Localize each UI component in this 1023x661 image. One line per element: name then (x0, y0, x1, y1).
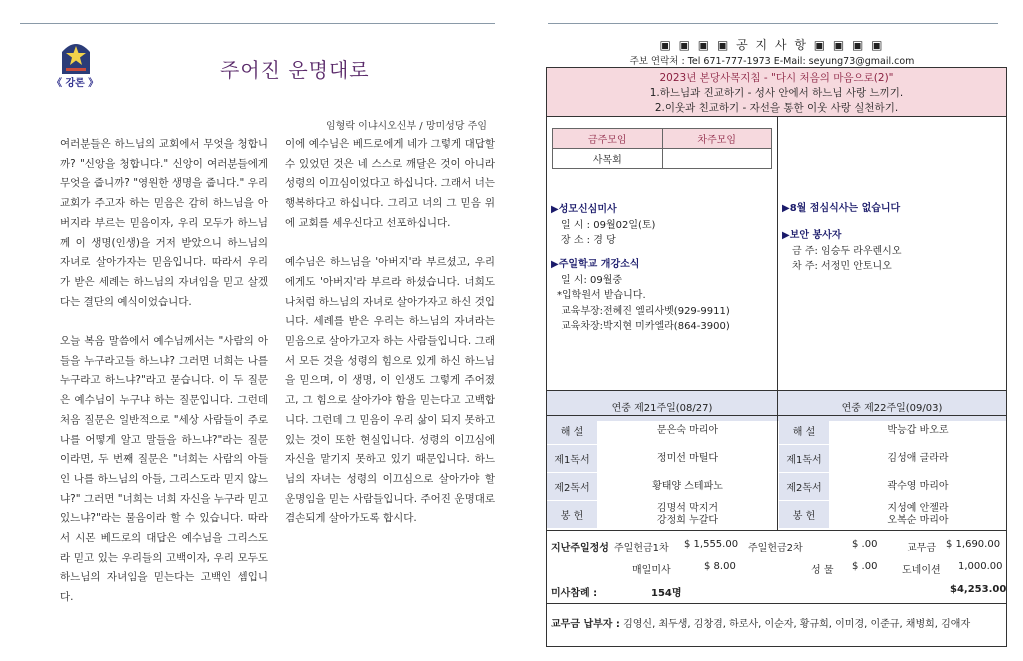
roster-left-name: 황태양 스테파노 (652, 480, 723, 492)
security-this-week: 금 주: 임승두 라우렌시오 (792, 245, 902, 257)
security-next-week: 차 주: 서정민 안토니오 (792, 261, 892, 272)
homily-title: 주어진 운명대로 (220, 58, 370, 82)
paragraph: 여러분들은 하느님의 교회에서 무엇을 청합니까? "신앙을 청합니다." 신앙이 여러분들에게 무엇을 줍니까? "영원한 생명을 줍니다." 우리 교회가 주고자 하는 믿음은 감히 하느님을 아버지라 부르는 믿음이자, 우리 모두가 하느님께 이 생명(인생)을 거저 받았으니 하느님의 자녀로 살아가자는 믿음입니다. 따라서 우리가 받은 세례는 하느님의 자녀임을 믿고 살겠다는 결단의 예식이었습니다. (60, 138, 268, 308)
payers-label: 교무금 납부자 : (551, 619, 620, 630)
divider (777, 390, 778, 530)
roster-left-header: 연중 제21주일(08/27) (547, 391, 777, 421)
roster-left-name: 김명석 막지거 강정희 누갈다 (656, 502, 719, 526)
meetings-table (552, 128, 772, 169)
roster-right-name: 박능갑 바오로 (887, 424, 949, 436)
finance-amount: $ 8.00 (704, 561, 736, 572)
notice-title: ▣ ▣ ▣ ▣ 공 지 사 항 ▣ ▣ ▣ ▣ (659, 38, 885, 52)
pastoral-slogan (547, 68, 1006, 116)
contact-line: 주보 연락처 : Tel 671-777-1973 E-Mail: seyung73@gmail.com (629, 56, 915, 67)
divider (546, 530, 1007, 531)
finance-label: 지난주일정성 (551, 543, 609, 554)
finance-total: $4,253.00 (950, 584, 1007, 595)
sunday-school-lead: 교육부장:전혜진 엘리사벳(929-9911) (561, 305, 730, 317)
payers-line (551, 615, 1003, 630)
marian-mass-block (551, 202, 771, 249)
finance-amount: $ .00 (852, 561, 878, 572)
roster-role-label: 해 설 (547, 417, 597, 444)
finance-item: 교무금 (907, 543, 936, 554)
paragraph: 예수님은 하느님을 '아버지'라 부르셨고, 우리에게도 '아버지'라 부르라 하셨습니다. 너희도 나처럼 하느님의 자녀로 살아가자고 하신 것입니다. 세례를 받은 우리는 하느님의 자녀라는 믿음으로 살아가고자 하는 사람들입니다. 그래서 모든 것을 성령의 힘으로 있게 하신 하느님을 믿으며, 이 생명, 이 인생도 그렇게 주어졌고, 그 힘으로 살아가야 함을 믿는다고 고백합니다. 그런데 그 믿음이 우리 삶이 되지 못하고 있는 것이 또한 현실입니다. 성령의 이끄심에 자신을 맡기지 못하고 있기 때문입니다. 하느님의 자녀는 성령의 이끄심으로 살아가야 할 운명임을 믿는 사람들입니다. 주어진 운명대로 겸손되게 살아가도록 합시다. (285, 256, 495, 525)
roster-role-label: 제1독서 (547, 445, 597, 472)
logo-caption: 《 강론 》 (52, 74, 96, 86)
meetings-this-week-header: 금주모임 (553, 129, 663, 149)
roster-role-label: 해 설 (779, 417, 829, 444)
security-block (782, 228, 1002, 275)
top-rule-right (548, 23, 998, 24)
roster-role-label: 제2독서 (779, 473, 829, 500)
marian-mass-heading: ▶성모신심미사 (551, 204, 617, 215)
homily-column-2 (285, 135, 495, 529)
attendance-value: 154명 (651, 588, 682, 599)
sunday-school-lead: 교육차장:박지현 미카엘라(864-3900) (561, 321, 730, 332)
sunday-school-apply: *입학원서 받습니다. (557, 290, 646, 301)
slogan-line: 1.하느님과 진교하기 - 성사 안에서 하느님 사랑 느끼기. (649, 87, 904, 99)
payers-list: 김영신, 최두생, 김창겸, 하로사, 이순자, 황규희, 이미경, 이준규, 채병희, 김애자 (623, 619, 971, 630)
finance-item: 주일헌금2차 (748, 543, 803, 554)
marian-mass-place: 장 소 : 경 당 (561, 235, 616, 246)
finance-item: 매일미사 (632, 565, 671, 576)
lunch-notice (782, 201, 1002, 217)
homily-author: 임형락 이냐시오신부 / 망미성당 주임 (326, 121, 487, 132)
marian-mass-date: 일 시 : 09월02일(토) (561, 219, 656, 231)
sunday-school-block (551, 257, 771, 335)
roster-role-label: 봉 헌 (779, 501, 829, 528)
security-heading: ▶보안 봉사자 (782, 230, 842, 241)
slogan-line: 2.이웃과 친교하기 - 자선을 통한 이웃 사랑 실천하기. (654, 102, 899, 114)
roster-right-name: 지성예 안젤라 오복순 마리아 (887, 502, 949, 526)
meetings-next-week-value (662, 149, 772, 169)
finance-amount: $ .00 (852, 539, 878, 550)
top-rule-left (20, 23, 495, 24)
roster-right-header: 연중 제22주일(09/03) (778, 391, 1006, 421)
roster-role-label: 봉 헌 (547, 501, 597, 528)
roster-left-name: 정미선 마틸다 (656, 452, 719, 464)
roster-left-name: 문은숙 마리아 (656, 424, 719, 436)
finance-amount: 1,000.00 (958, 561, 1003, 572)
roster-right-name: 김성애 글라라 (887, 452, 949, 464)
finance-amount: $ 1,690.00 (946, 539, 1001, 550)
sunday-school-date: 일 시: 09월중 (561, 274, 623, 286)
divider (546, 603, 1007, 604)
roster-role-label: 제1독서 (779, 445, 829, 472)
finance-item: 주일헌금1차 (614, 543, 669, 554)
finance-amount: $ 1,555.00 (684, 539, 739, 550)
attendance-label: 미사참례 : (551, 588, 598, 599)
paragraph: 오늘 복음 말씀에서 예수님께서는 "사람의 아들을 누구라고들 하느냐? 그러면 너희는 나를 누구라고 하느냐?"라고 묻습니다. 이 두 질문은 예수님이 누구냐 하는 질문입니다. 그런데 처음 질문은 일반적으로 "세상 사람들이 주로 나를 어떻게 알고 말들을 하느냐?"라는 질문이라면, 두 번째 질문은 "너희는 사람의 아들인 나를 하느님의 아들, 그리스도라 믿지 않느냐?" 그러면 "너희는 너희 자신을 누구라 믿고 있느냐?"라는 물음이라 할 수 있습니다. 따라서 시몬 베드로의 대답은 예수님을 그리스도라 믿고 있는 우리들의 고백이자, 우리 모두도 하느님의 자녀임을 믿는다는 고백인 셈입니다. (60, 335, 268, 604)
meetings-next-week-header: 차주모임 (662, 129, 772, 149)
homily-column-1 (60, 135, 268, 608)
roster-role-label: 제2독서 (547, 473, 597, 500)
paragraph: 이에 예수님은 베드로에게 네가 그렇게 대답할 수 있었던 것은 네 스스로 깨달은 것이 아니라 성령의 이끄심이었다고 하십니다. 그래서 너는 행복하다고 하십니다. 그리고 너의 그 믿음 위에 교회를 세우신다고 선포하십니다. (285, 138, 495, 229)
finance-item: 도네이션 (902, 565, 941, 576)
divider (777, 116, 778, 391)
lunch-notice-text: ▶8월 점심식사는 없습니다 (782, 203, 901, 214)
slogan-heading: 2023년 본당사목지침 - "다시 처음의 마음으로(2)" (659, 72, 894, 84)
roster-right-name: 곽수영 마리아 (887, 480, 949, 492)
finance-item: 성 물 (811, 565, 834, 576)
sunday-school-heading: ▶주일학교 개강소식 (551, 259, 640, 270)
meetings-this-week-value: 사목회 (553, 149, 663, 169)
